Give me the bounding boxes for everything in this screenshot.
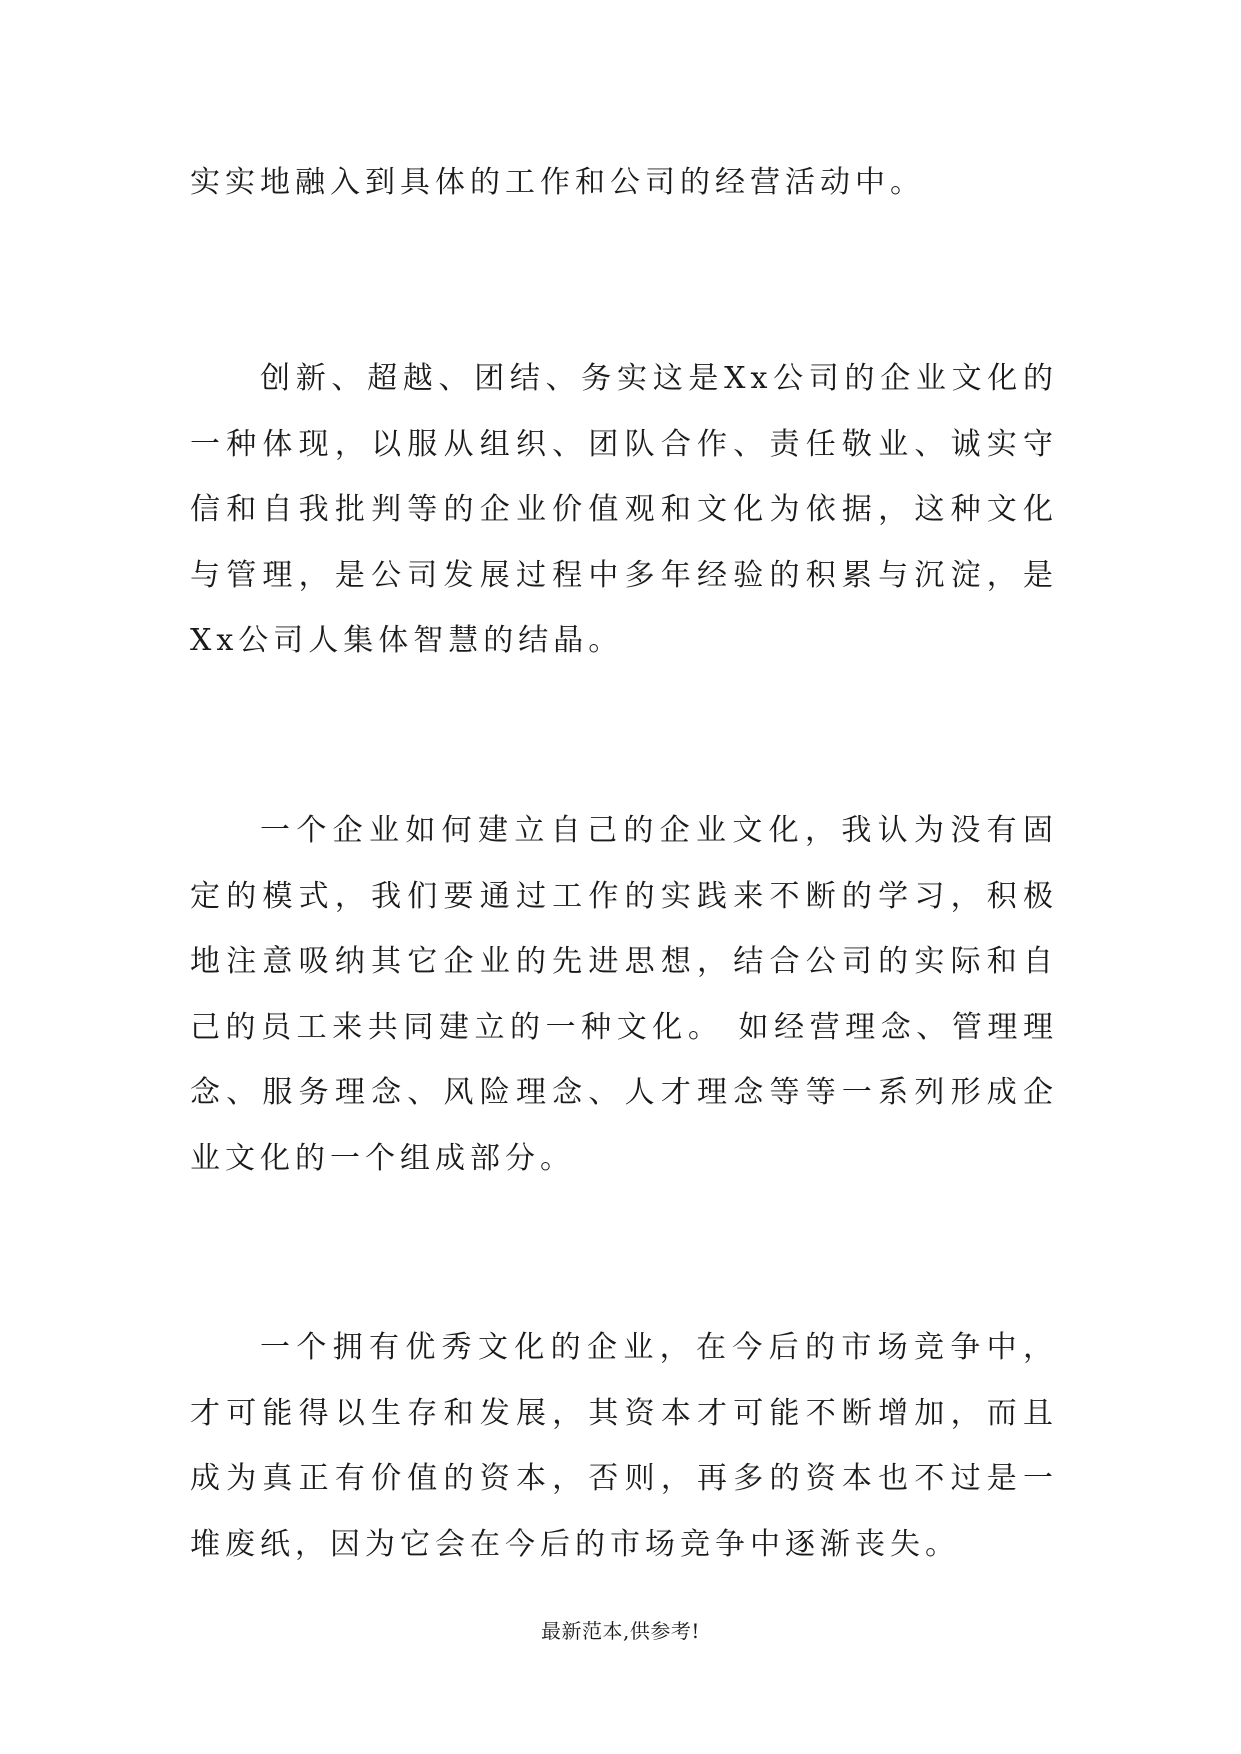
- paragraph-4: 一个拥有优秀文化的企业，在今后的市场竞争中，才可能得以生存和发展，其资本才可能不断增加，而且成为真正有价值的资本，否则，再多的资本也不过是一堆废纸，因为它会在今后的市场竞争中逐渐丧失。: [190, 1330, 1058, 1562]
- paragraph-2: 创新、超越、团结、务实这是Xx公司的企业文化的一种体现，以服从组织、团队合作、责任敬业、诚实守信和自我批判等的企业价值观和文化为依据，这种文化与管理，是公司发展过程中多年经验的积累与沉淀，是Xx公司人集体智慧的结晶。: [190, 361, 1058, 658]
- page-footer: 最新范本,供参考!: [541, 1619, 700, 1643]
- paragraph-3: 一个企业如何建立自己的企业文化，我认为没有固定的模式，我们要通过工作的实践来不断的学习，积极地注意吸纳其它企业的先进思想，结合公司的实际和自己的员工来共同建立的一种文化。 如经营理念、管理理念、服务理念、风险理念、人才理念等等一系列形成企业文化的一个组成部分。: [190, 813, 1058, 1176]
- paragraph-1: 实实地融入到具体的工作和公司的经营活动中。: [190, 165, 925, 200]
